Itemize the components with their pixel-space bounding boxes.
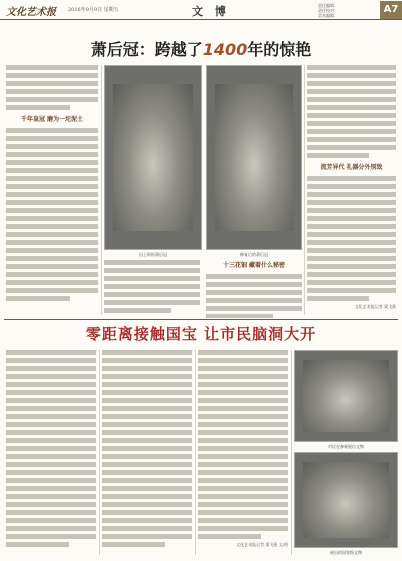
editor-meta-line: 责任编辑：	[318, 3, 338, 8]
story1-byline: 文化艺术报记者 梁飞燕	[354, 304, 396, 309]
story2-column-2	[102, 350, 192, 558]
dateline: 2016年9月9日 星期五	[68, 7, 119, 13]
story1-subhead-3: 流芳异代 礼器分外别致	[320, 164, 383, 171]
paper-name: 文化艺术报	[6, 7, 56, 18]
editor-meta-line: 美术编辑：	[318, 13, 338, 18]
story1-subhead-1: 千年皇冠 磨为一坨泥土	[20, 116, 84, 123]
story1-column-1	[6, 65, 98, 315]
photo-caption: 出土时的萧后冠	[139, 252, 167, 257]
paragraph	[6, 128, 98, 301]
photo-crown-restored	[206, 65, 302, 250]
story1-column-4	[307, 65, 396, 317]
photo-caption: 修复后的萧后冠	[240, 252, 268, 257]
story1-headline-pre: 萧后冠：跨越了	[90, 40, 203, 59]
story1-headline-number: 1400	[202, 40, 248, 59]
section-title: 文 博	[192, 5, 230, 18]
story-divider	[4, 319, 398, 320]
story1-column-3	[206, 260, 302, 318]
story2-column-3	[198, 350, 288, 558]
masthead	[0, 0, 402, 20]
story1-column-2	[104, 260, 200, 318]
photo-relics	[294, 452, 398, 548]
photo-caption: 市民在参观展出文物	[328, 444, 364, 449]
story2-headline: 零距离接触国宝 让市民脑洞大开	[85, 325, 317, 343]
story1-headline-post: 年的惊艳	[247, 40, 312, 59]
story2-byline: 文化艺术报记者 梁飞燕 文/图	[236, 542, 288, 547]
photo-visitors	[294, 350, 398, 442]
story1-headline	[0, 37, 402, 60]
photo-crown-excavated	[104, 65, 202, 250]
editor-meta	[318, 3, 338, 18]
story2-column-1	[6, 350, 96, 558]
editor-meta-line: 责任校对：	[318, 8, 338, 13]
page-number: A7	[380, 1, 402, 19]
photo-caption: 展出的国家级文物	[330, 550, 362, 555]
paragraph	[6, 65, 98, 110]
story1-subhead-2: 十三花钿 藏着什么秘密	[222, 262, 286, 269]
